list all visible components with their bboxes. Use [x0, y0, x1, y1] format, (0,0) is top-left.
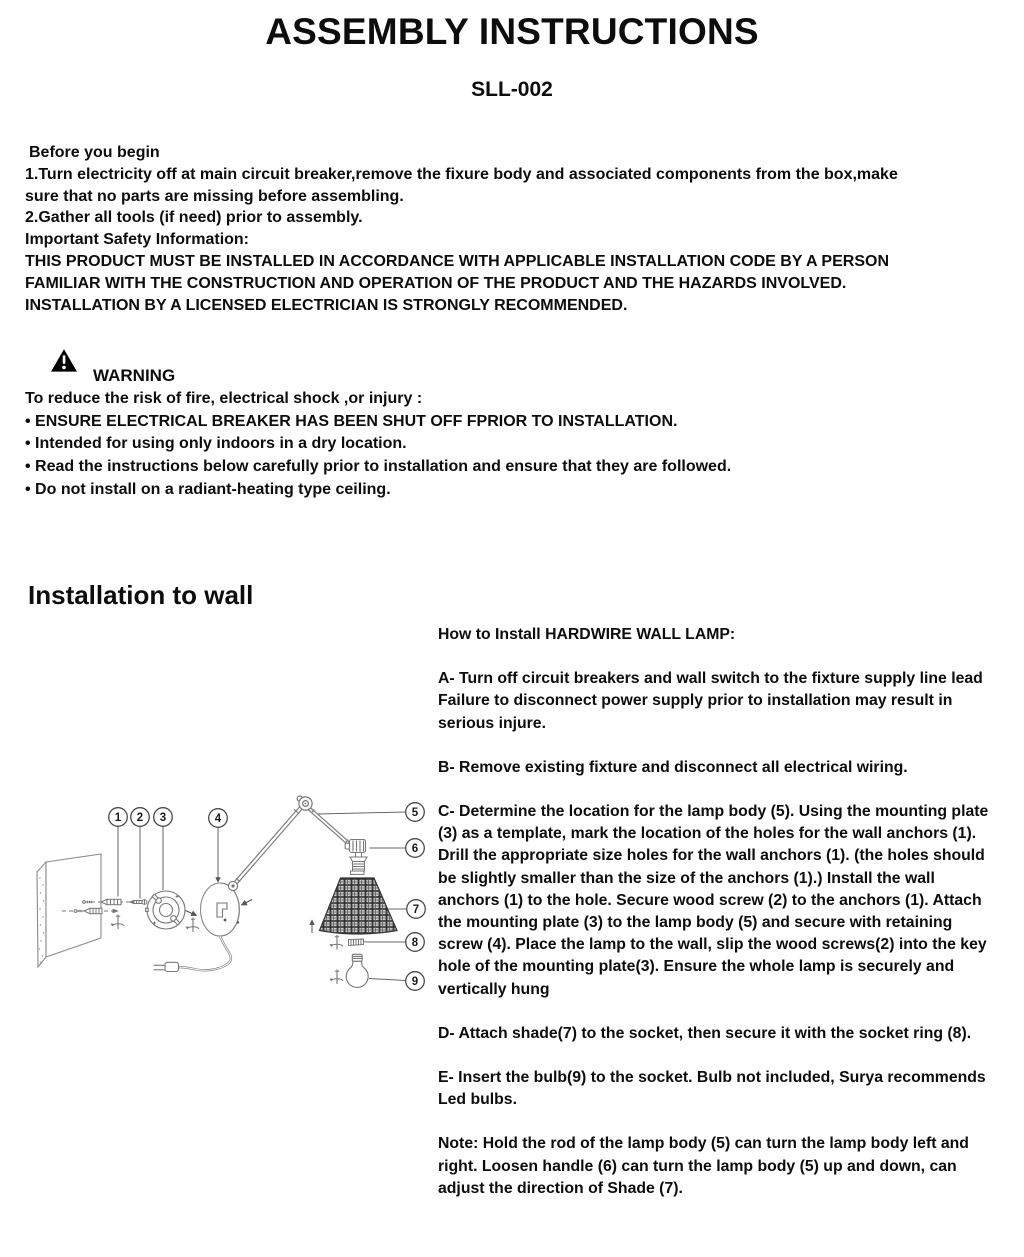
power-plug	[154, 962, 179, 971]
step-d: D- Attach shade(7) to the socket, then secure it with the socket ring (8).	[438, 1024, 972, 1042]
light-bulb	[346, 954, 368, 987]
callout-8-label: 8	[411, 937, 419, 949]
mounting-plate	[146, 891, 185, 929]
before-step-2: 2.Gather all tools (if need) prior to assembly.	[25, 209, 363, 227]
installation-subheading: How to Install HARDWIRE WALL LAMP:	[438, 626, 736, 643]
callout-9-label: 9	[411, 976, 419, 988]
warning-bullet-4: • Do not install on a radiant-heating type ceiling.	[25, 480, 391, 498]
step-a: A- Turn off circuit breakers and wall switch to the fixture supply line lead Failure to disconnect power supply prior to installation may result in serious injure.	[438, 670, 983, 732]
warning-bullet-3: • Read the instructions below carefully prior to installation and ensure that they are followed.	[25, 458, 732, 476]
before-you-begin-section	[25, 142, 930, 316]
installation-heading: Installation to wall	[28, 580, 254, 610]
warning-bullet-1: • ENSURE ELECTRICAL BREAKER HAS BEEN SHUT OFF FPRIOR TO INSTALLATION.	[25, 412, 678, 430]
callout-6-label: 6	[411, 843, 419, 855]
callout-5-label: 5	[411, 807, 419, 819]
before-step-1: 1.Turn electricity off at main circuit breaker,remove the fixure body and associated components from the box,make sure that no parts are missing before assembling.	[25, 165, 898, 205]
safety-heading: Important Safety Information:	[25, 231, 250, 249]
callout-3-label: 3	[159, 812, 167, 824]
callout-4-label: 4	[214, 813, 222, 825]
warning-label: WARNING	[93, 366, 176, 385]
installation-note: Note: Hold the rod of the lamp body (5) can turn the lamp body left and right. Loosen handle (6) can turn the lamp body (5) up and down, can adjust the direction of Shade (7).	[438, 1135, 969, 1197]
callout-2-label: 2	[136, 812, 144, 824]
power-cord	[179, 936, 231, 970]
installation-steps	[438, 624, 994, 1200]
socket-ring	[349, 939, 367, 946]
safety-text: THIS PRODUCT MUST BE INSTALLED IN ACCORDANCE WITH APPLICABLE INSTALLATION CODE BY A PERSON FAMILIAR WITH THE CONSTRUCTION AND OPERATION OF THE PRODUCT AND THE HAZARDS INVOLVED. INSTALLATION BY A LICENSED ELECTRICIAN IS STRONGLY RECOMMENDED.	[25, 252, 889, 314]
lamp-body-canopy	[186, 881, 253, 936]
warning-section	[25, 388, 930, 502]
model-number: SLL-002	[471, 78, 553, 101]
before-you-begin-heading: Before you begin	[29, 144, 160, 161]
page-title: ASSEMBLY INSTRUCTIONS	[265, 11, 759, 52]
step-e: E- Insert the bulb(9) to the socket. Bulb not included, Surya recommends Led bulbs.	[438, 1069, 986, 1109]
lamp-socket	[350, 853, 367, 875]
elbow-joint	[297, 796, 312, 810]
callout-7-label: 7	[412, 904, 420, 916]
step-c: C- Determine the location for the lamp body (5). Using the mounting plate (3) as a template, mark the location of the holes for the wall anchors (1). Drill the appropriate size holes for the wall anchors (1). (the holes should be slightly smaller than the size of the anchors (1).) Install the wall anchors (1) to the hole. Secure wood screw (2) to the anchors (1). Attach the mounting plate (3) to the lamp body (5) and secure with retaining screw (4). Place the lamp to the wall, slip the wood screws(2) into the key hole of the mounting plate(3). Ensure the whole lamp is securely and vertically hung	[438, 803, 989, 998]
exploded-parts-diagram	[0, 770, 440, 1030]
lamp-shade	[312, 878, 397, 934]
warning-triangle-icon	[50, 348, 78, 373]
lamp-arm-rods	[232, 803, 353, 887]
warning-intro: To reduce the risk of fire, electrical shock ,or injury :	[25, 390, 423, 407]
warning-bullet-2: • Intended for using only indoors in a dry location.	[25, 435, 407, 453]
step-b: B- Remove existing fixture and disconnect all electrical wiring.	[438, 758, 908, 776]
callout-1-label: 1	[114, 812, 122, 824]
